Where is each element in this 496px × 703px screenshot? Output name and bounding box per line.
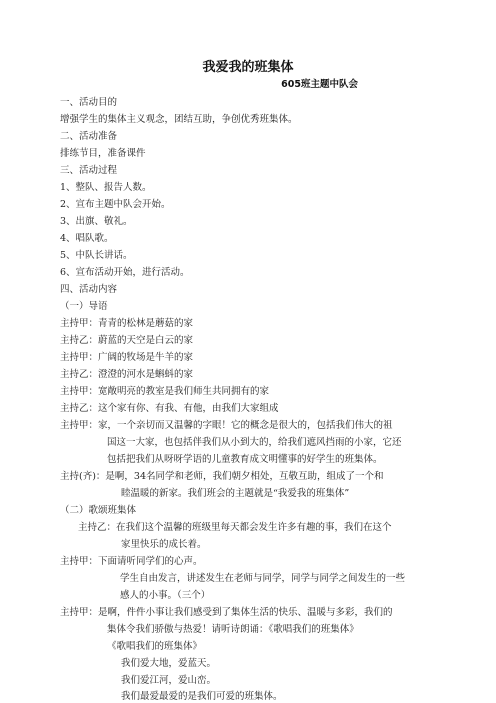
page-title: 我爱我的班集体: [202, 60, 294, 75]
dialogue-continuation: 包括把我们从呀呀学语的儿童教育成文明懂事的好学生的班集体。: [107, 454, 383, 465]
list-item: 2、宣布主题中队会开始。: [60, 199, 171, 210]
section-heading: 一、活动目的: [60, 97, 118, 108]
list-item: 4、唱队歌。: [60, 233, 114, 244]
page-subtitle: 605班主题中队会: [281, 79, 358, 90]
section-heading: 三、活动过程: [60, 165, 118, 176]
dialogue-line: 主持甲：下面请听同学们的心声。: [60, 556, 203, 567]
dialogue-line: 主持甲：青青的松林是蘑菇的家: [60, 318, 194, 329]
dialogue-line: 主持(齐)：是啊，34名同学和老师，我们朝夕相处，互敬互助，组成了一个和: [60, 471, 384, 482]
dialogue-line: 主持甲：家，一个亲切而又温馨的字眼！它的概念是很大的，包括我们伟大的祖: [60, 420, 393, 431]
dialogue-line: 主持甲：广阔的牧场是牛羊的家: [60, 352, 194, 363]
dialogue-line: 主持乙：在我们这个温馨的班级里每天都会发生许多有趣的事，我们在这个: [78, 522, 392, 533]
section-heading: 二、活动准备: [60, 131, 118, 142]
text-line: 排练节目，准备课件: [60, 148, 146, 159]
subsection-heading: （二）歌颂班集体: [60, 505, 137, 516]
list-item: 6、宣布活动开始，进行活动。: [60, 267, 190, 278]
list-item: 5、中队长讲话。: [60, 250, 133, 261]
dialogue-line: 主持乙：蔚蓝的天空是白云的家: [60, 335, 194, 346]
poem-title: 《歌唱我们的班集体》: [107, 641, 203, 652]
dialogue-continuation: 集体令我们骄傲与热爱！请听诗朗诵：《歌唱我们的班集体》: [107, 624, 359, 635]
dialogue-line: 主持乙：澄澄的河水是蝌蚪的家: [60, 369, 194, 380]
list-item: 3、出旗、敬礼。: [60, 216, 133, 227]
list-item: 1、整队、报告人数。: [60, 182, 152, 193]
narration-line: 学生自由发言，讲述发生在老师与同学，同学与同学之间发生的一些: [120, 573, 406, 584]
dialogue-line: 主持甲：宽敞明亮的教室是我们师生共同拥有的家: [60, 386, 270, 397]
subsection-heading: （一）导语: [60, 301, 108, 312]
dialogue-line: 主持甲：是啊，件件小事让我们感受到了集体生活的快乐、温暖与多彩，我们的: [60, 607, 393, 618]
poem-line: 我们最爱最爱的是我们可爱的班集体。: [121, 691, 283, 702]
poem-line: 我们爱江河，爱山峦。: [121, 675, 217, 686]
dialogue-continuation: 家里快乐的成长着。: [121, 539, 207, 550]
dialogue-line: 主持乙：这个家有你、有我、有他，由我们大家组成: [60, 403, 279, 414]
dialogue-continuation: 国这一大家，也包括伴我们从小到大的，给我们遮风挡雨的小家，它还: [107, 437, 402, 448]
narration-line: 感人的小事。（三个）: [120, 590, 211, 601]
text-line: 增强学生的集体主义观念，团结互助，争创优秀班集体。: [60, 114, 298, 125]
section-heading: 四、活动内容: [60, 284, 118, 295]
dialogue-continuation: 睦温暖的新家。我们班会的主题就是“我爱我的班集体”: [121, 488, 350, 499]
poem-line: 我们爱大地，爱蓝天。: [121, 658, 217, 669]
